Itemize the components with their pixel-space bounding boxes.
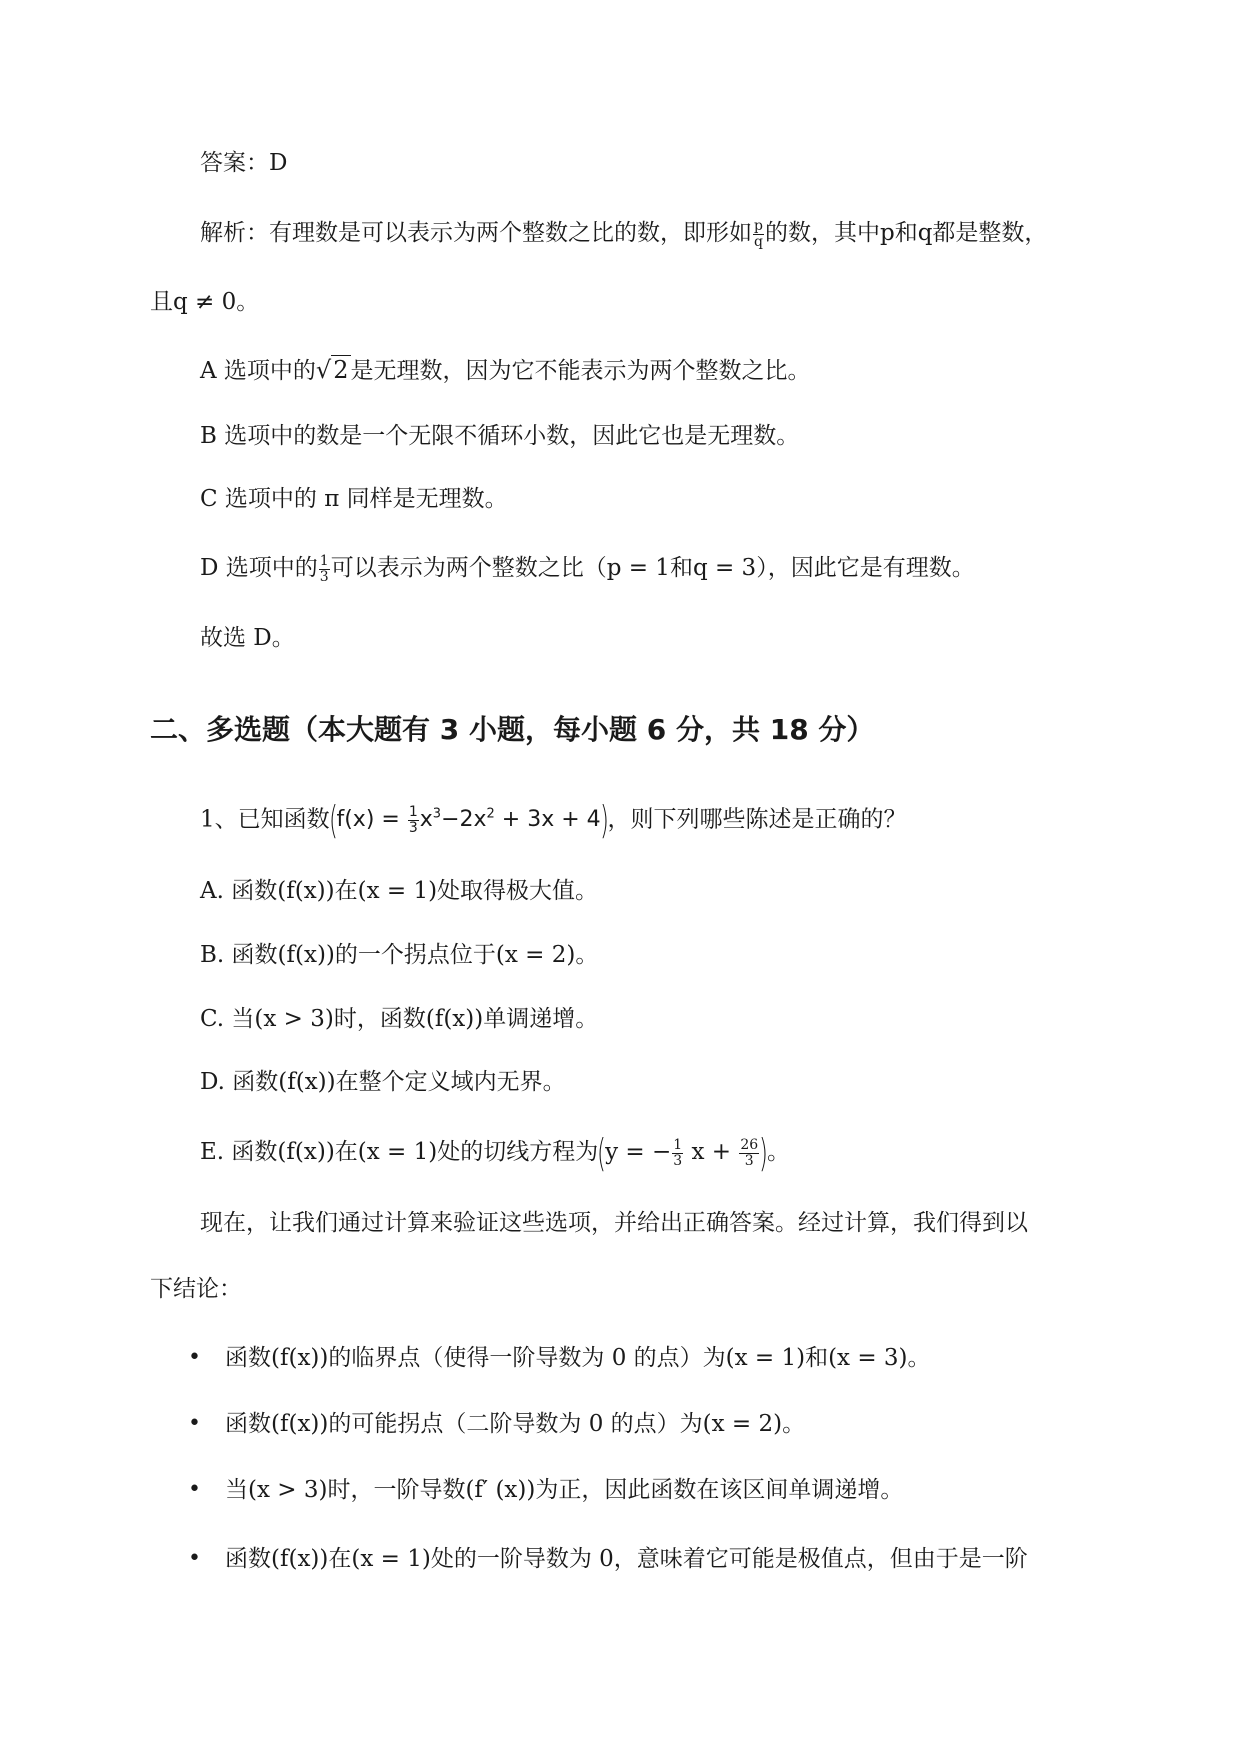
question-1 — [200, 798, 907, 843]
fraction-numerator: 1 — [319, 552, 329, 569]
fraction-26-thirds — [739, 1138, 759, 1169]
verification-line-1: 现在，让我们通过计算来验证这些选项，并给出正确答案。经过计算，我们得到以 — [200, 1210, 1028, 1236]
tangent-mid: x + — [684, 1139, 739, 1165]
conclusion-line: 故选 D。 — [200, 625, 295, 651]
analysis-lead: 解析：有理数是可以表示为两个整数之比的数，即形如 — [200, 220, 752, 246]
choice-c: C. 当(x > 3)时，函数(f(x))单调递增。 — [200, 1006, 599, 1032]
option-note-c: C 选项中的 π 同样是无理数。 — [200, 486, 508, 512]
bullet-item: 函数(f(x))的可能拐点（二阶导数为 0 的点）为(x = 2)。 — [225, 1411, 806, 1437]
option-note-b: B 选项中的数是一个无限不循环小数，因此它也是无理数。 — [200, 423, 800, 449]
fraction-denominator: 3 — [319, 568, 329, 585]
bullet-dot: • — [188, 1345, 201, 1370]
fraction-p-over-q — [753, 219, 764, 250]
tangent-lhs: y = − — [605, 1139, 672, 1165]
fraction-numerator: 1 — [408, 803, 418, 820]
exponent-2: 2 — [486, 807, 495, 822]
bullet-item: 函数(f(x))的临界点（使得一阶导数为 0 的点）为(x = 1)和(x = 3)。 — [225, 1345, 931, 1371]
analysis-tail: 的数，其中p和q都是整数， — [764, 220, 1048, 246]
fraction-denominator: 3 — [744, 1152, 754, 1169]
question-prefix: 1、已知函数 — [200, 806, 330, 833]
option-note-d-pre: D 选项中的 — [200, 555, 318, 581]
term-rest: + 3x + 4 — [494, 807, 601, 833]
analysis-line-2: 且q ≠ 0。 — [150, 289, 260, 315]
option-note-a — [200, 355, 811, 386]
option-note-a-pre: A 选项中的 — [200, 358, 316, 384]
choice-e-pre: E. 函数(f(x))在(x = 1)处的切线方程为 — [200, 1139, 599, 1165]
fraction-numerator: p — [754, 217, 763, 234]
answer-line: 答案：D — [200, 150, 288, 176]
term-2x: −2x — [441, 807, 487, 833]
term-x: x — [419, 807, 433, 833]
sqrt-two: √2 — [315, 356, 349, 384]
function-lhs: f(x) = — [336, 807, 407, 833]
right-paren: ) — [599, 798, 609, 843]
bullet-item: 函数(f(x))在(x = 1)处的一阶导数为 0，意味着它可能是极值点，但由于是一阶 — [225, 1546, 1028, 1572]
analysis-line-1 — [200, 218, 1047, 250]
option-note-d-post: 可以表示为两个整数之比（p = 1和q = 3），因此它是有理数。 — [330, 555, 975, 581]
bullet-dot: • — [188, 1546, 201, 1571]
fraction-one-third — [672, 1138, 683, 1169]
choice-e — [200, 1131, 790, 1175]
choice-a: A. 函数(f(x))在(x = 1)处取得极大值。 — [200, 878, 599, 904]
verification-line-2: 下结论： — [150, 1276, 242, 1302]
fraction-numerator: 26 — [740, 1136, 759, 1153]
section-heading: 二、多选题（本大题有 3 小题，每小题 6 分，共 18 分） — [150, 713, 875, 746]
fraction-denominator: q — [754, 233, 763, 250]
bullet-item: 当(x > 3)时，一阶导数(f′ (x))为正，因此函数在该区间单调递增。 — [225, 1477, 904, 1503]
left-paren: ( — [597, 1131, 607, 1175]
choice-e-post: 。 — [767, 1139, 790, 1165]
choice-d: D. 函数(f(x))在整个定义域内无界。 — [200, 1069, 566, 1095]
question-suffix: ，则下列哪些陈述是正确的？ — [607, 806, 907, 833]
exponent-3: 3 — [432, 807, 442, 822]
sqrt-radicand: 2 — [333, 356, 349, 384]
fraction-one-third — [408, 805, 419, 836]
function-definition — [336, 803, 601, 836]
bullet-dot: • — [188, 1477, 201, 1502]
option-note-d — [200, 553, 975, 585]
fraction-one-third — [319, 554, 330, 585]
left-paren: ( — [328, 798, 338, 843]
fraction-denominator: 3 — [408, 819, 418, 836]
fraction-numerator: 1 — [673, 1136, 683, 1153]
choice-b: B. 函数(f(x))的一个拐点位于(x = 2)。 — [200, 942, 599, 968]
fraction-denominator: 3 — [673, 1152, 683, 1169]
bullet-dot: • — [188, 1411, 201, 1436]
option-note-a-post: 是无理数，因为它不能表示为两个整数之比。 — [350, 358, 811, 384]
right-paren: ) — [759, 1131, 769, 1175]
